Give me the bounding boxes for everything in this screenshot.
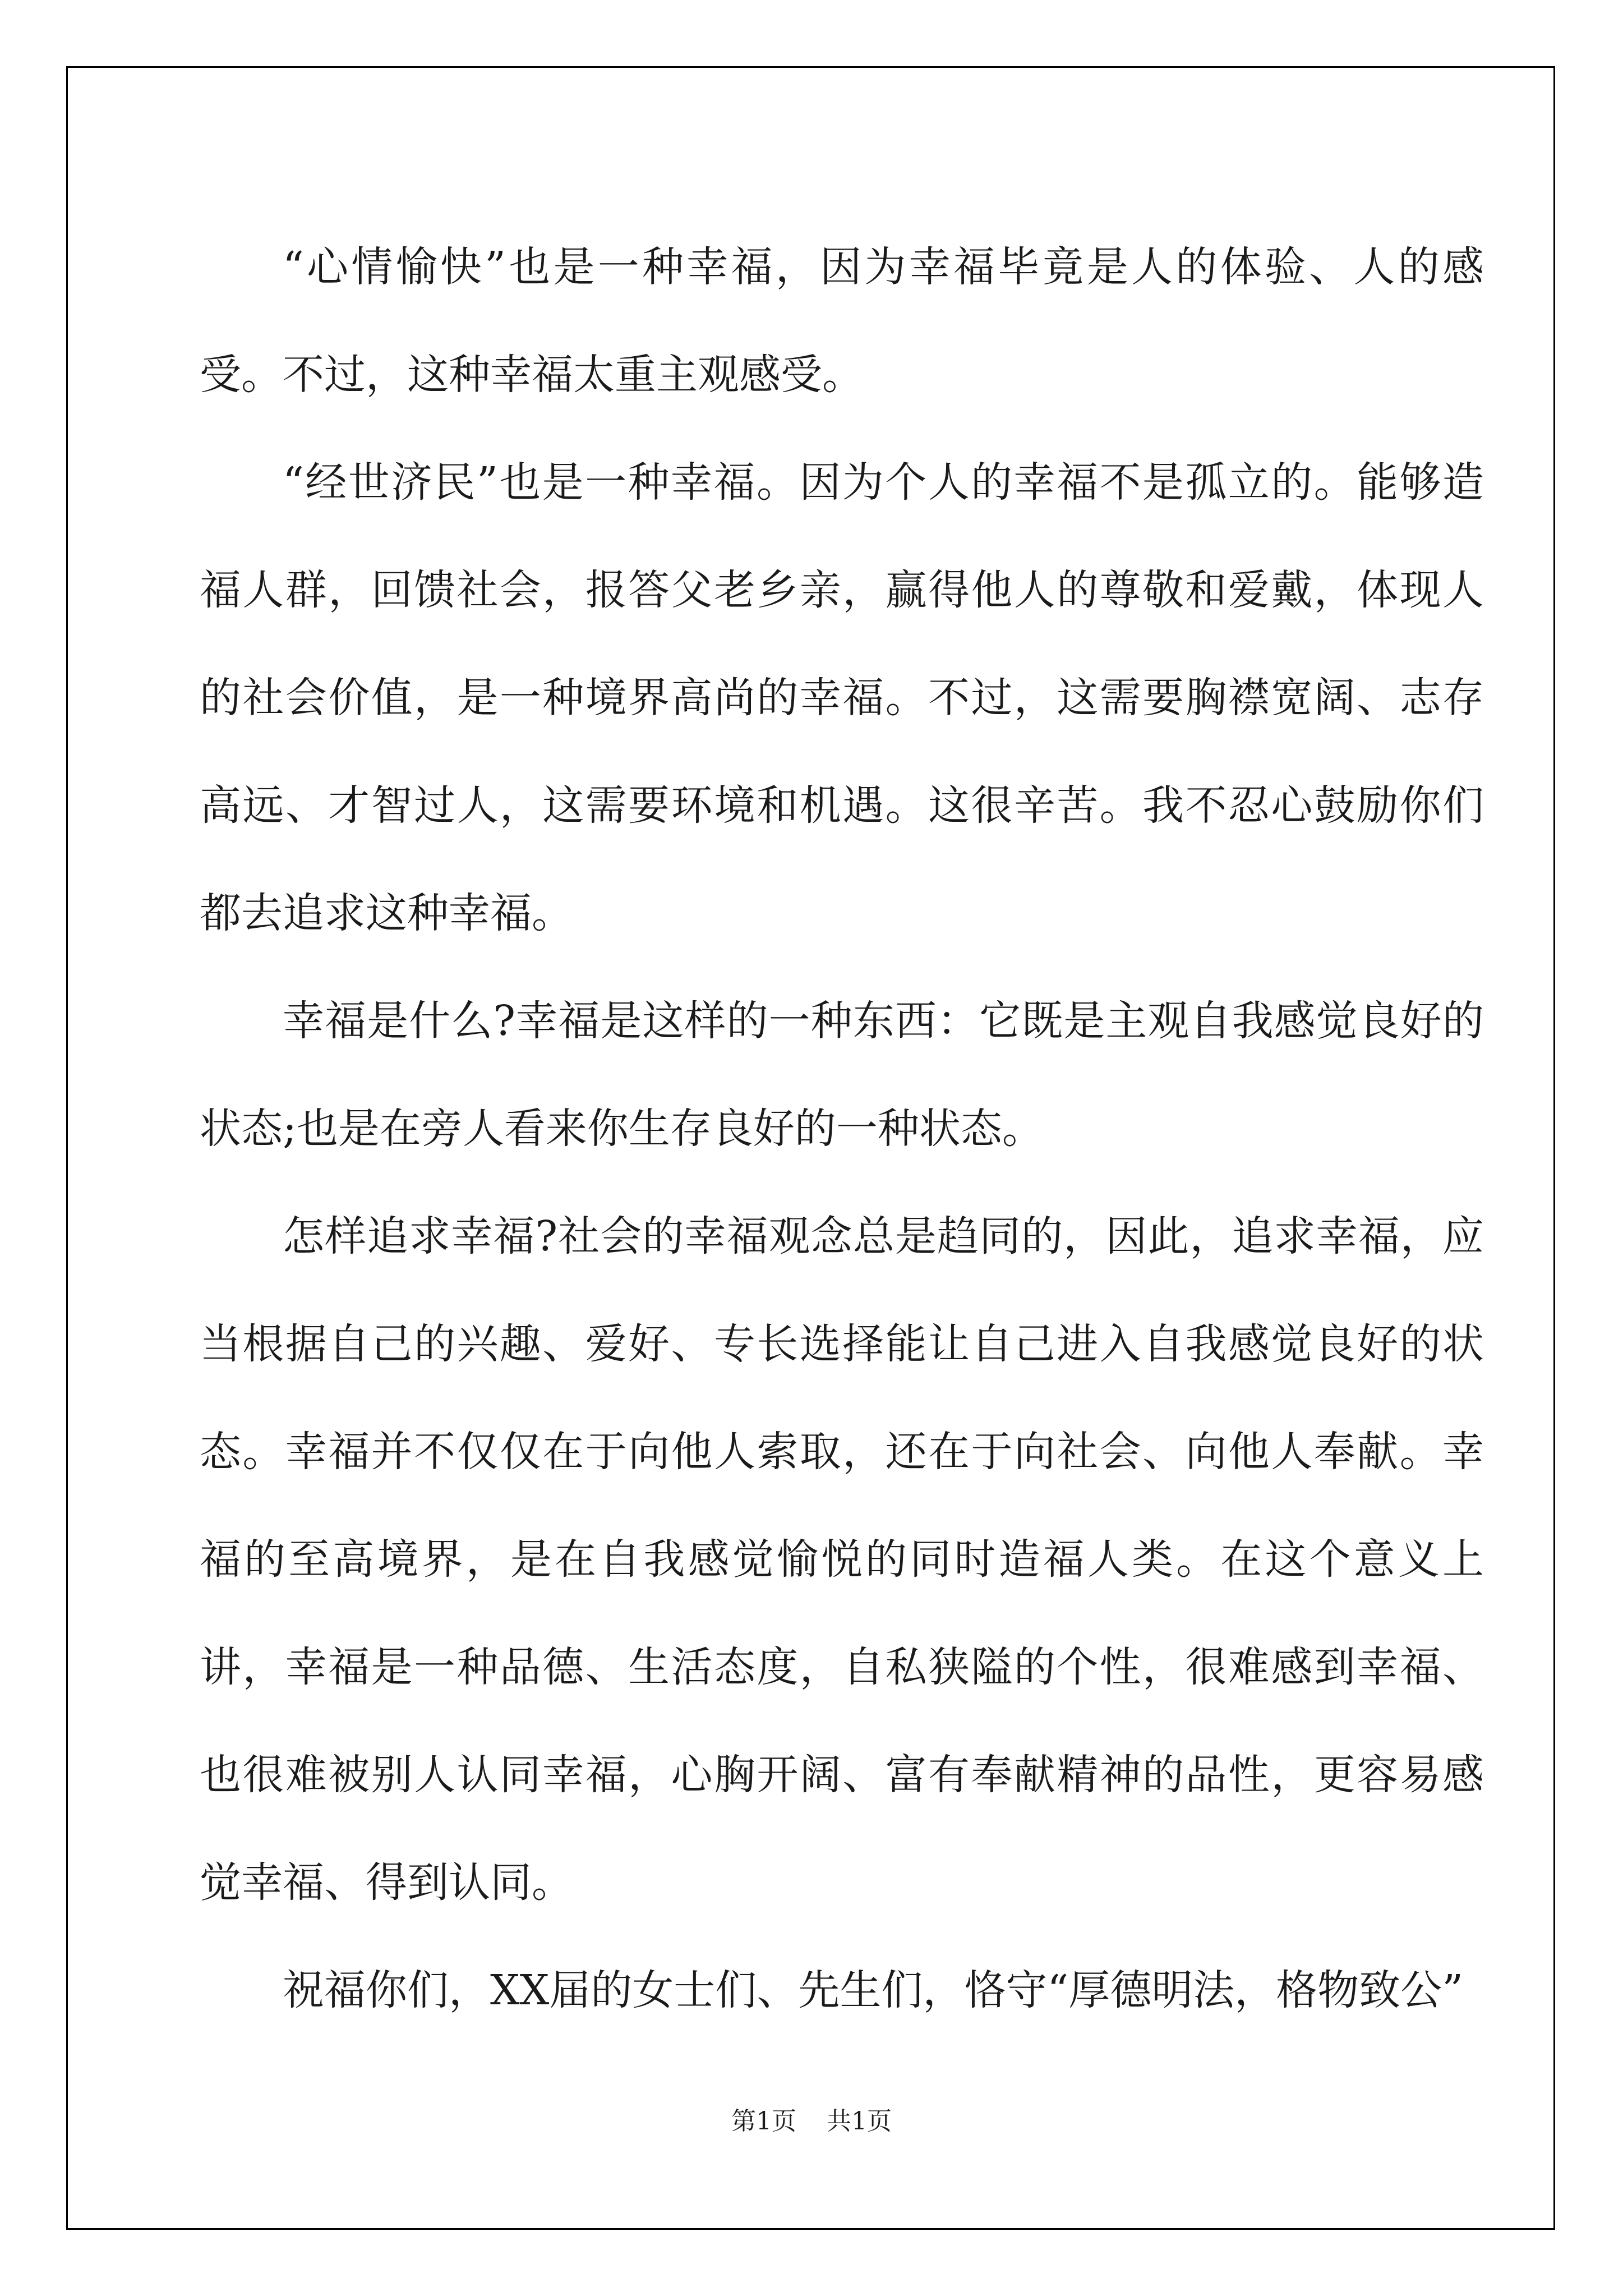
paragraph: 祝福你们，XX届的女士们、先生们，恪守“厚德明法，格物致公” [283, 1966, 1464, 2014]
paragraph: 怎样追求幸福?社会的幸福观念总是趋同的，因此，追求幸福，应当根据自己的兴趣、爱好、专长选择能让自己进入自我感觉良好的状态。幸福并不仅仅在于向他人索取，还在于向社会、向他人奉献。幸福的至高境界，是在自我感觉愉悦的同时造福人类。在这个意义上讲，幸福是一种品德、生活态度，自私狭隘的个性，很难感到幸福、也很难被别人认同幸福，心胸开阔、富有奉献精神的品性，更容易感觉幸福、得到认同。 [200, 1212, 1484, 1907]
page-footer [0, 2101, 1623, 2137]
page-total: 共1页 [827, 2107, 892, 2136]
document-body [200, 213, 1484, 2044]
paragraph: “经世济民”也是一种幸福。因为个人的幸福不是孤立的。能够造福人群，回馈社会，报答父老乡亲，赢得他人的尊敬和爱戴，体现人的社会价值，是一种境界高尚的幸福。不过，这需要胸襟宽阔、志存高远、才智过人，这需要环境和机遇。这很辛苦。我不忍心鼓励你们都去追求这种幸福。 [200, 458, 1484, 937]
paragraph: “心情愉快”也是一种幸福，因为幸福毕竟是人的体验、人的感受。不过，这种幸福太重主观感受。 [200, 243, 1484, 399]
paragraph: 幸福是什么?幸福是这样的一种东西：它既是主观自我感觉良好的状态;也是在旁人看来你生存良好的一种状态。 [200, 997, 1484, 1153]
page-number: 第1页 [731, 2107, 796, 2136]
